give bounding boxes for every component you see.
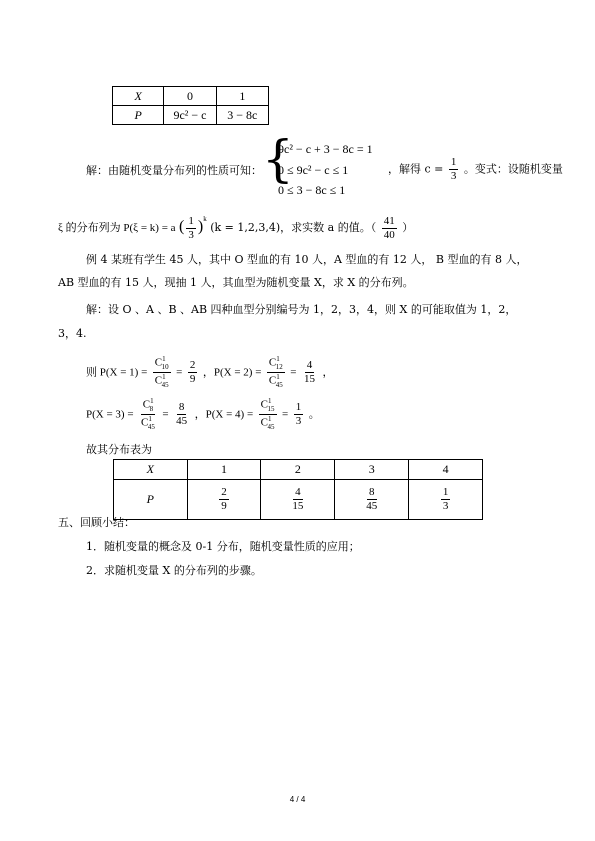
table1-cell: 1 <box>216 87 268 106</box>
table2-p-label: P <box>114 480 188 520</box>
distribution-table-2 <box>113 459 483 520</box>
distribution-table-1 <box>112 86 269 125</box>
system-brace: { <box>262 130 294 188</box>
summary-heading: 五、回顾小结： <box>58 516 135 529</box>
table2-p-value: $\frac{8}{45}$ <box>335 480 409 520</box>
table2-x-value: 1 <box>187 460 261 480</box>
table1-cell: 0 <box>164 87 216 106</box>
table1-p-label: P <box>113 106 164 125</box>
table2-x-value: 4 <box>409 460 483 480</box>
solution1-prefix: 解：由随机变量分布列的性质可知： <box>86 164 262 177</box>
table2-p-value: $\frac{4}{15}$ <box>261 480 335 520</box>
table1-x-label: X <box>113 87 164 106</box>
table2-x-value: 3 <box>335 460 409 480</box>
table2-p-value: $\frac{1}{3}$ <box>409 480 483 520</box>
system-line-1: 9c² − c + 3 − 8c = 1 <box>278 142 373 156</box>
system-line-2: 0 ≤ 9c² − c ≤ 1 <box>278 163 349 177</box>
page-number: 4 / 4 <box>289 795 306 804</box>
variant-line: ξ 的分布列为 P(ξ = k) = a ( $\frac{1}{3}$ )$^k$ (k = 1,2,3,4)，求实数 a 的值。（ $\frac{41}{40}$ ） <box>58 214 414 241</box>
probabilities-line-2: P(X = 3) = $\frac{C^1_8}{C^1_{45}}$ = $\frac{8}{45}$ ，P(X = 4) = $\frac{C^1_{15}}{C^1_{45}}$ = $\frac{1}{3}$ 。 <box>86 397 320 431</box>
table2-intro: 故其分布表为 <box>86 443 152 456</box>
table1-cell: 3 − 8c <box>216 106 268 125</box>
table2-x-value: 2 <box>261 460 335 480</box>
solve-text: ，解得 c = $\frac{1}{3}$ 。变式：设随机变量 <box>388 156 563 182</box>
example4-line2: AB 型血的有 15 人，现抽 1 人，其血型为随机变量 X，求 X 的分布列。 <box>58 276 414 289</box>
solution2-line1: 解：设 O 、A 、B 、AB 四种血型分别编号为 1，2，3，4，则 X 的可能取值为 1，2， <box>86 303 517 316</box>
table2-p-value: $\frac{2}{9}$ <box>187 480 261 520</box>
probabilities-line-1: 则 P(X = 1) = $\frac{C^1_{10}}{C^1_{45}}$ = $\frac{2}{9}$ ，P(X = 2) = $\frac{C^1_{12}}{C^1_{45}}$ = $\frac{4}{15}$ ， <box>86 355 334 389</box>
table1-cell: 9c² − c <box>164 106 216 125</box>
system-line-3: 0 ≤ 3 − 8c ≤ 1 <box>278 183 346 197</box>
table2-x-label: X <box>114 460 188 480</box>
summary-item-2: 2．求随机变量 X 的分布列的步骤。 <box>86 564 262 577</box>
summary-item-1: 1．随机变量的概念及 0-1 分布，随机变量性质的应用； <box>86 540 360 553</box>
example4-line1: 例 4 某班有学生 45 人，其中 O 型血的有 10 人，A 型血的有 12 人， B 型血的有 8 人， <box>86 253 528 266</box>
solution2-line2: 3，4. <box>58 327 87 340</box>
